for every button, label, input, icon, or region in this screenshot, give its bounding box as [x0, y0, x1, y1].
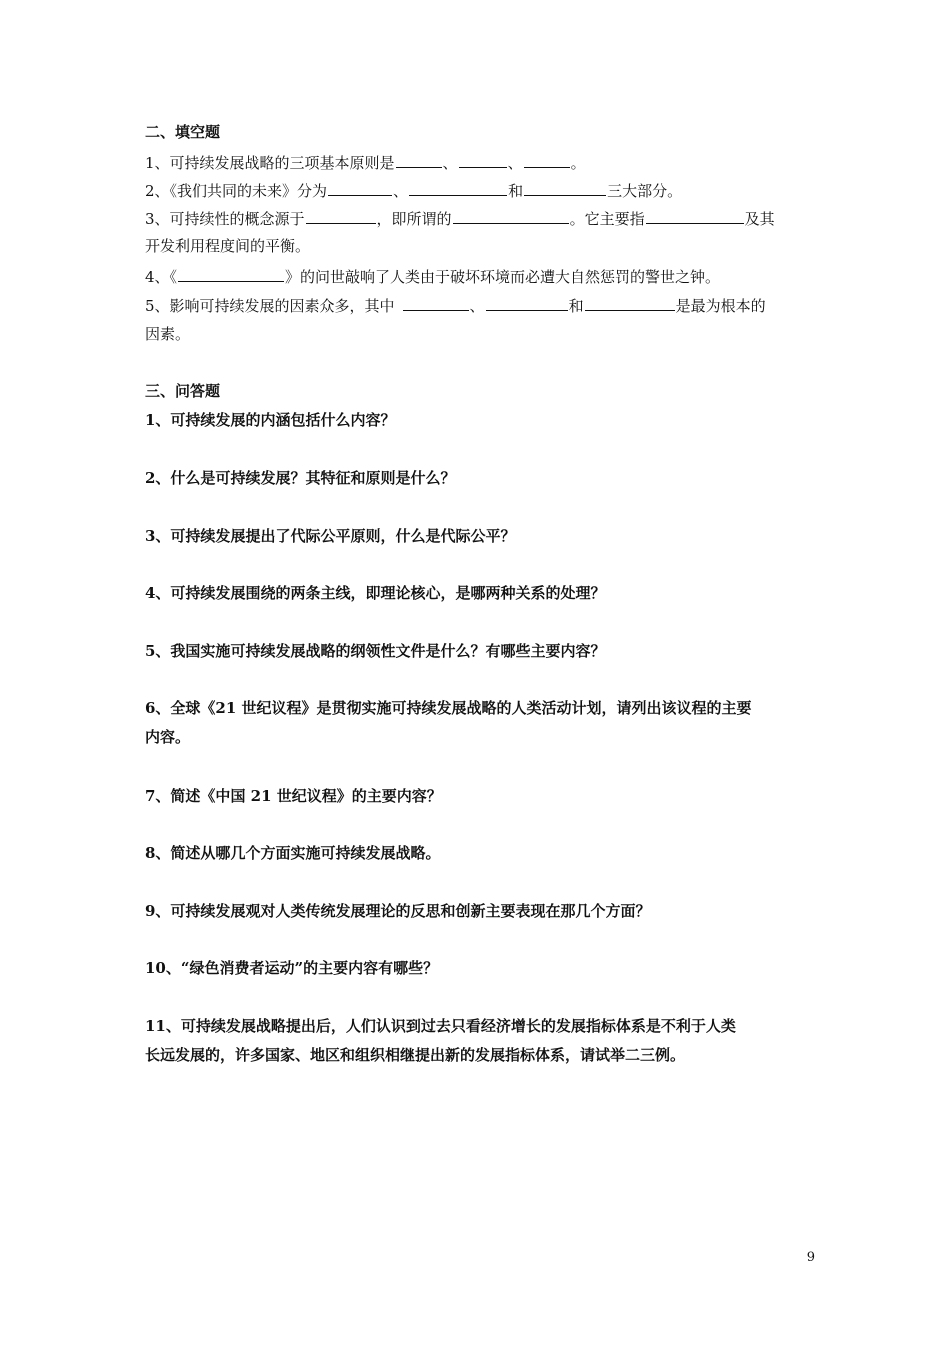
answer-blank[interactable] — [453, 208, 569, 224]
qa-question-7: 7、简述《中国 21 世纪议程》的主要内容？ — [145, 787, 442, 805]
fill-question-5-cont: 因素。 — [145, 325, 191, 343]
fill-q5-sep: 、 — [469, 297, 485, 315]
fill-q1-text: 1、可持续发展战略的三项基本原则是 — [145, 154, 395, 172]
qa-question-11-cont: 长远发展的，许多国家、地区和组织相继提出新的发展指标体系，请试举二三例。 — [145, 1046, 686, 1064]
fill-question-1 — [145, 152, 815, 173]
qa-question-1: 1、可持续发展的内涵包括什么内容？ — [145, 411, 396, 429]
fill-q3-text: 及其 — [744, 210, 775, 228]
fill-q1-sep: 、 — [442, 154, 458, 172]
answer-blank[interactable] — [396, 152, 442, 168]
qa-question-8: 8、简述从哪几个方面实施可持续发展战略。 — [145, 844, 441, 862]
answer-blank[interactable] — [178, 266, 284, 282]
answer-blank[interactable] — [403, 295, 469, 311]
fill-question-2 — [145, 180, 815, 201]
qa-question-6: 6、全球《21 世纪议程》是贯彻实施可持续发展战略的人类活动计划，请列出该议程的主要 — [145, 699, 752, 717]
fill-q2-sep: 和 — [508, 182, 524, 200]
section-heading-qa: 三、问答题 — [145, 382, 221, 400]
fill-q2-end: 三大部分。 — [607, 182, 683, 200]
qa-question-6-cont: 内容。 — [145, 728, 191, 746]
answer-blank[interactable] — [306, 208, 376, 224]
fill-q2-text: 2、《我们共同的未来》分为 — [145, 182, 328, 200]
qa-question-3: 3、可持续发展提出了代际公平原则，什么是代际公平？ — [145, 527, 516, 545]
fill-question-3 — [145, 208, 815, 229]
fill-q3-text: 。它主要指 — [569, 210, 645, 228]
fill-q2-sep: 、 — [393, 182, 409, 200]
fill-q4-text: 》的问世敲响了人类由于破坏环境而必遭大自然惩罚的警世之钟。 — [285, 268, 721, 286]
page-number: 9 — [806, 1250, 815, 1265]
qa-question-11: 11、可持续发展战略提出后，人们认识到过去只看经济增长的发展指标体系是不利于人类 — [145, 1017, 736, 1035]
section-heading-fill: 二、填空题 — [145, 123, 221, 141]
answer-blank[interactable] — [524, 180, 606, 196]
fill-q5-sep: 和 — [568, 297, 584, 315]
fill-q4-text: 4、《 — [145, 268, 178, 286]
fill-question-3-cont: 开发利用程度间的平衡。 — [145, 237, 311, 255]
answer-blank[interactable] — [409, 180, 507, 196]
answer-blank[interactable] — [486, 295, 568, 311]
qa-question-10: 10、“绿色消费者运动”的主要内容有哪些？ — [145, 959, 439, 977]
fill-q3-text: ，即所谓的 — [376, 210, 452, 228]
qa-question-2: 2、什么是可持续发展？其特征和原则是什么？ — [145, 469, 456, 487]
fill-question-5 — [145, 295, 815, 316]
answer-blank[interactable] — [328, 180, 392, 196]
fill-q1-end: 。 — [570, 154, 586, 172]
qa-question-5: 5、我国实施可持续发展战略的纲领性文件是什么？有哪些主要内容？ — [145, 642, 606, 660]
fill-q5-text: 是最为根本的 — [675, 297, 766, 315]
qa-question-4: 4、可持续发展围绕的两条主线，即理论核心，是哪两种关系的处理？ — [145, 584, 606, 602]
answer-blank[interactable] — [459, 152, 507, 168]
answer-blank[interactable] — [646, 208, 744, 224]
fill-q1-sep: 、 — [507, 154, 523, 172]
fill-q5-text: 5、影响可持续发展的因素众多，其中 — [145, 297, 395, 315]
fill-q3-text: 3、可持续性的概念源于 — [145, 210, 305, 228]
answer-blank[interactable] — [524, 152, 570, 168]
qa-question-9: 9、可持续发展观对人类传统发展理论的反思和创新主要表现在那几个方面？ — [145, 902, 651, 920]
fill-question-4 — [145, 266, 815, 287]
answer-blank[interactable] — [585, 295, 675, 311]
